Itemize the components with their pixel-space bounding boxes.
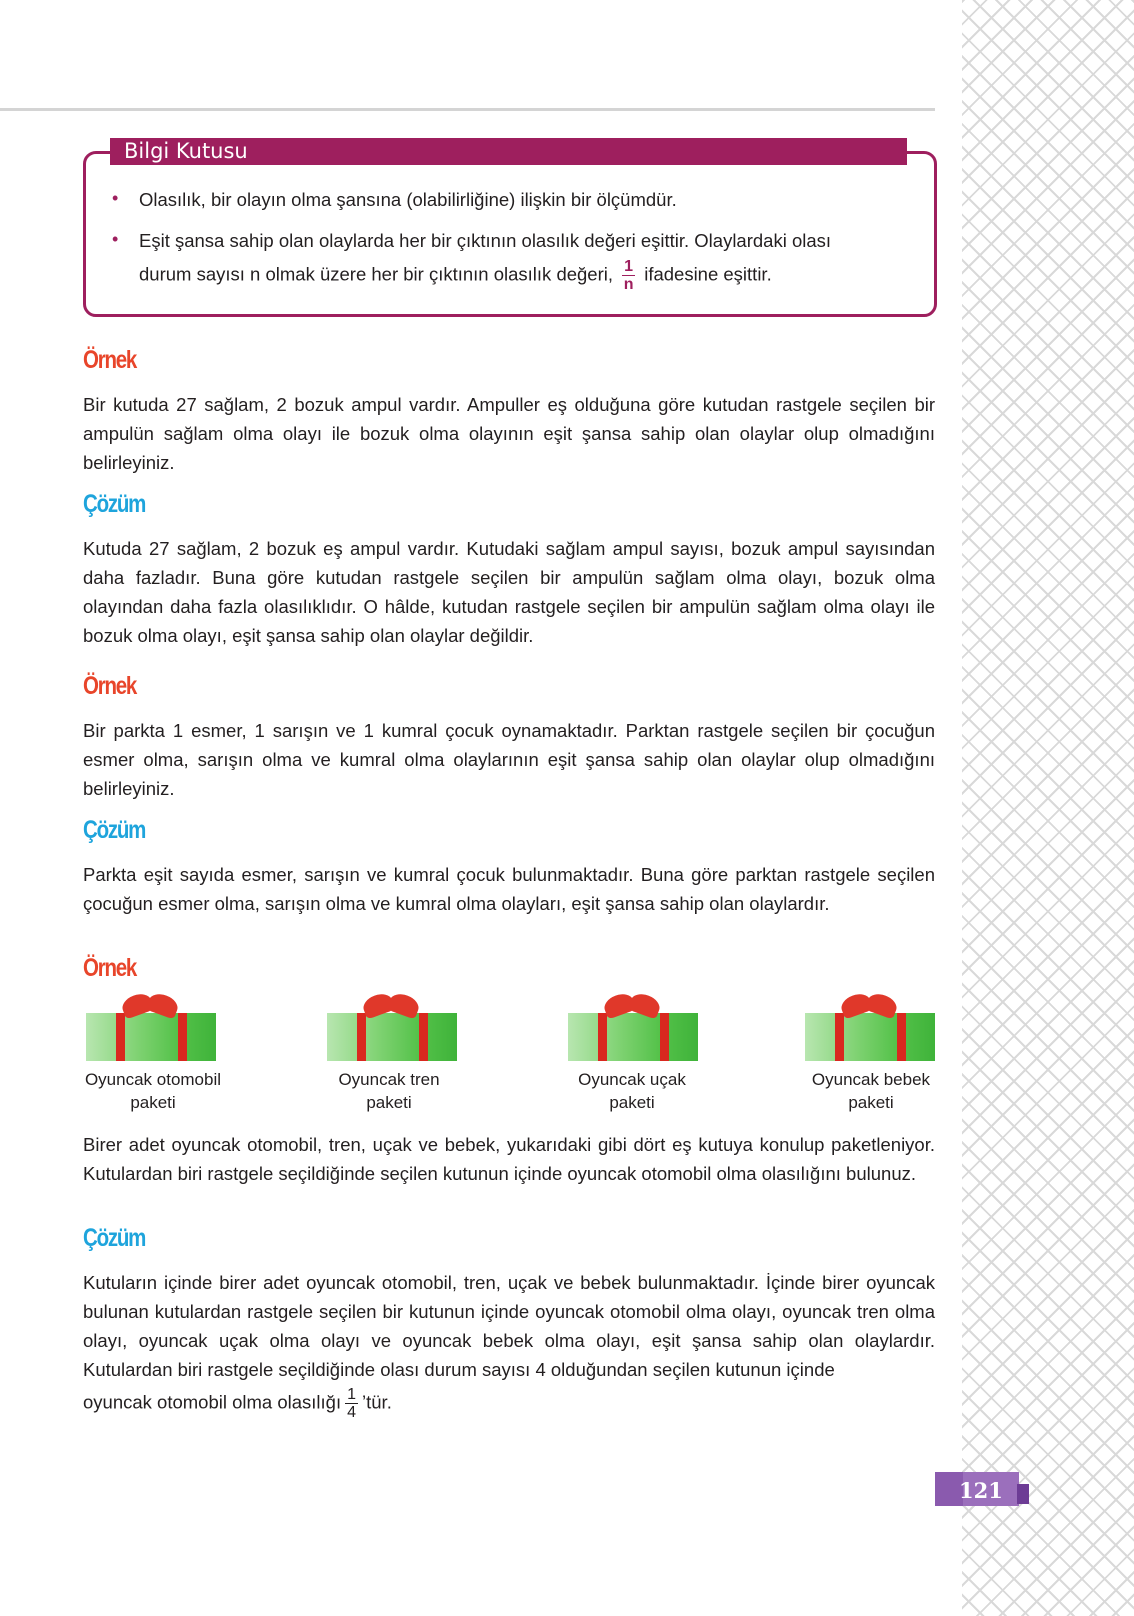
side-pattern [962,0,1134,1616]
solution-last-line: oyuncak otomobil olma olasılığı $\frac{1}{4}$ ’tür. [83,1386,392,1421]
gift-label: Oyuncak bebek paketi [811,1070,931,1112]
gift-box-image [327,993,457,1063]
bullet-icon: • [112,229,119,249]
solution-heading: Çözüm [83,490,146,518]
example-text: Birer adet oyuncak otomobil, tren, uçak ve bebek, yukarıdaki gibi dört eş kutuya konulup paketleniyor. Kutulardan biri rastgele seçildiğinde seçilen kutunun içinde oyuncak otomobil olma olasılığını bulunuz. [83,1134,935,1184]
example-text: Bir parkta 1 esmer, 1 sarışın ve 1 kumral çocuk oynamaktadır. Parktan rastgele seçilen bir çocuğun esmer olma, sarışın olma ve kumral olma olaylarının eşit şansa sahip olan olaylar olup olmadığını belirleyiniz. [83,720,935,799]
example-text: Bir kutuda 27 sağlam, 2 bozuk ampul vardır. Ampuller eş olduğuna göre kutudan rastgele seçilen bir ampulün sağlam olma olayı ile bozuk olma olayının eşit şansa sahip olan olaylar olup olmadığını belirleyiniz. [83,394,935,473]
gift-box-image [568,993,698,1063]
solution-heading: Çözüm [83,1224,146,1252]
info-bullet-2-line1: Eşit şansa sahip olan olaylarda her bir çıktının olasılık değeri eşittir. Olaylardaki olası [139,230,832,251]
solution-text: Kutuda 27 sağlam, 2 bozuk eş ampul vardır. Kutudaki sağlam ampul sayısı, bozuk ampul sayısından daha fazladır. Buna göre kutudan rastgele seçilen bir ampulün sağlam olma olayı, bozuk olma olayından daha fazla olasılıklıdır. O hâlde, kutudan rastgele seçilen bir ampulün sağlam olma olayı ile bozuk olma olayı, eşit şansa sahip olan olaylar değildir. [83,538,935,646]
fraction-1-over-n: $\frac{1}{n}$ [623,258,634,293]
example-heading: Örnek [83,954,137,982]
gift-label: Oyuncak otomobil paketi [84,1070,222,1112]
example-heading: Örnek [83,672,137,700]
fraction-1-over-4: $\frac{1}{4}$ [347,1386,357,1421]
solution-text: Kutuların içinde birer adet oyuncak otomobil, tren, uçak ve bebek bulunmaktadır. İçinde birer oyuncak bulunan kutulardan rastgele seçilen bir kutunun içinde oyuncak otomobil olma olayı, oyuncak tren olma olayı, oyuncak uçak olma olayı ve oyuncak bebek olma olayı, eşit şansa sahip olan olaylardır. Kutulardan biri rastgele seçildiğinde olası durum sayısı 4 olduğundan seçilen kutunun içinde [83,1272,935,1380]
info-bullet-1: Olasılık, bir olayın olma şansına (olabilirliğine) ilişkin bir ölçümdür. [139,189,677,210]
solution-text: Parkta eşit sayıda esmer, sarışın ve kumral çocuk bulunmaktadır. Buna göre parktan rastgele seçilen çocuğun esmer olma, sarışın olma ve kumral olma olayları, eşit şansa sahip olan olaylardır. [83,864,935,914]
page-number-badge: 121 [937,1472,1019,1506]
solution-heading: Çözüm [83,816,146,844]
example-heading: Örnek [83,346,137,374]
gift-box-image [805,993,935,1063]
info-box-title: Bilgi Kutusu [110,138,907,165]
gift-box-image [86,993,216,1063]
info-bullet-2-line2: durum sayısı n olmak üzere her bir çıktının olasılık değeri, $\frac{1}{n}$ ifadesine eşittir. [139,258,772,293]
gift-label: Oyuncak uçak paketi [578,1070,686,1112]
bullet-icon: • [112,188,119,208]
gift-label: Oyuncak tren paketi [338,1070,440,1112]
top-divider [0,108,935,111]
